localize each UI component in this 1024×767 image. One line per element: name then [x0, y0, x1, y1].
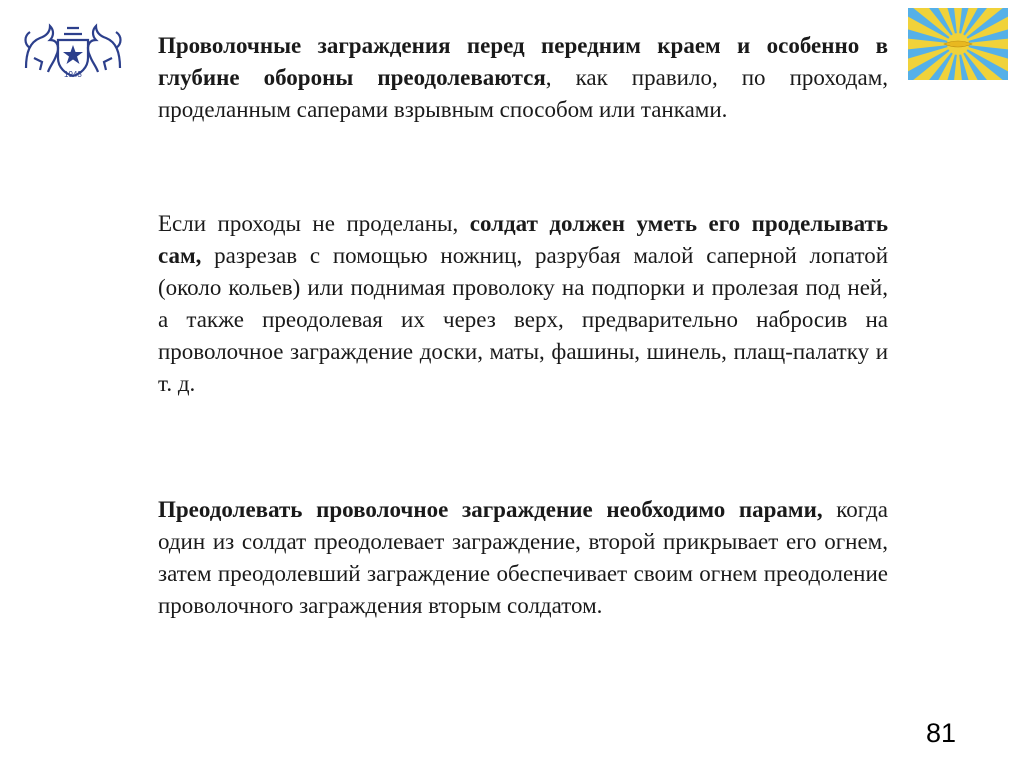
paragraph-2	[158, 208, 888, 400]
paragraph-1	[158, 30, 888, 126]
paragraph-2-text: разрезав с помощью ножниц, разрубая малой саперной лопатой (около кольев) или поднимая проволоку на подпорки и пролезая под ней, а также преодолевая их через верх, предварительно набросив на проволочное заграждение доски, маты, фашины, шинель, плащ-палатку и т. д.	[158, 243, 888, 396]
air-force-flag-icon	[908, 8, 1008, 80]
emblem-year: 1943	[64, 70, 82, 79]
page-number: 81	[926, 718, 957, 748]
paragraph-1-text: , как правило, по проходам, проделанным саперами взрывным способом или танками.	[158, 65, 888, 122]
paragraph-3	[158, 494, 888, 622]
paragraph-2-lead: Если проходы не проделаны,	[158, 211, 470, 236]
paragraph-2-bold: солдат должен уметь его проделывать сам,	[158, 211, 888, 268]
paragraph-3-text: когда один из солдат преодолевает заграждение, второй прикрывает его огнем, затем преодолевший заграждение обеспечивает своим огнем преодоление проволочного заграждения вторым солдатом.	[158, 497, 888, 618]
paragraph-1-bold: Проволочные заграждения перед передним краем и особенно в глубине обороны преодолеваются	[158, 33, 888, 90]
paragraph-3-bold: Преодолевать проволочное заграждение необходимо парами,	[158, 497, 823, 522]
